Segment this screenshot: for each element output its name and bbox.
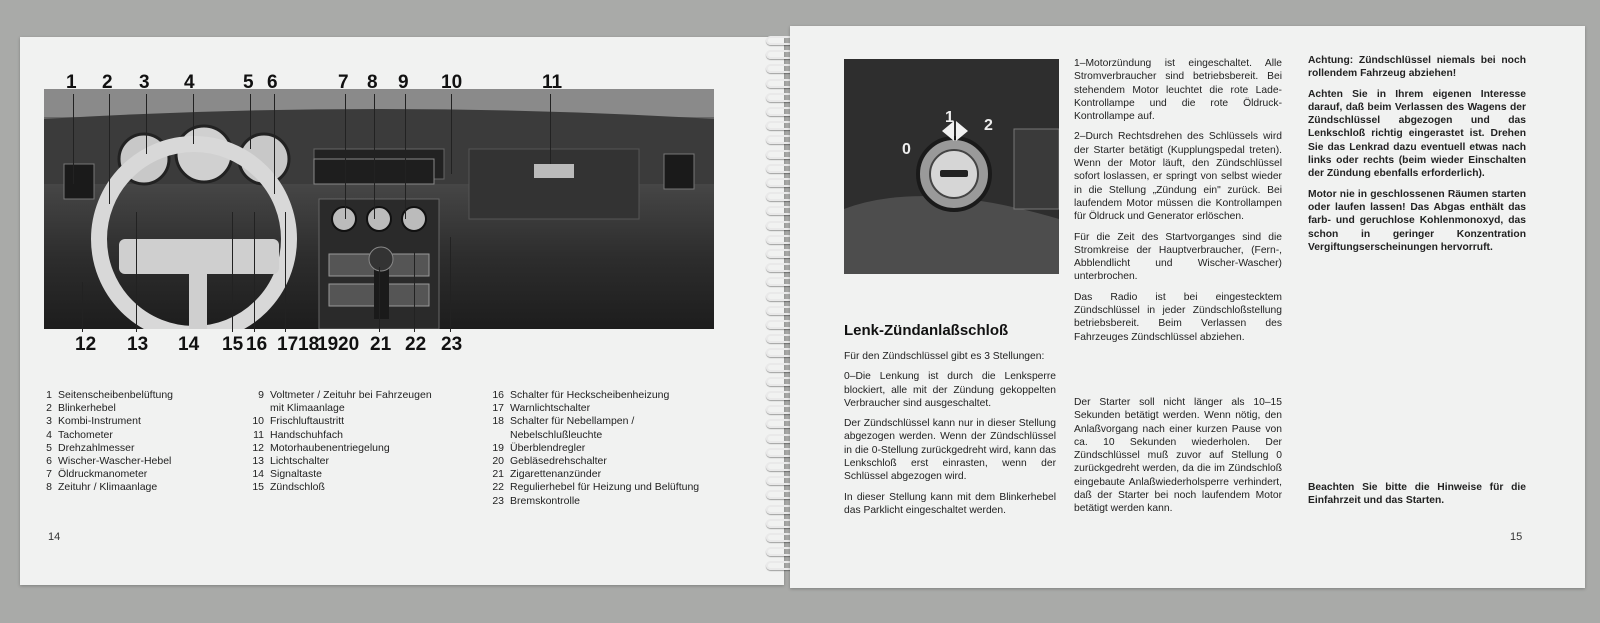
leader-line [285, 212, 286, 332]
leader-line [451, 94, 452, 174]
legend-label: Schalter für Nebellampen / [510, 415, 635, 428]
legend-label: Signaltaste [270, 468, 322, 481]
legend-number: 11 [253, 428, 264, 441]
legend-item [40, 468, 250, 481]
callout-16: 16 [246, 334, 268, 355]
leader-line [345, 94, 346, 219]
legend-number: 23 [492, 494, 504, 507]
ignition-position-1: 1 [945, 109, 954, 126]
callout-10: 10 [441, 72, 463, 93]
legend-label: Regulierhebel für Heizung und Belüftung [510, 481, 700, 494]
paragraph: 1–Motorzündung ist eingeschaltet. Alle Stromverbraucher sind betriebsbereit. Bei stehendem Motor leuchtet die rote Lade-Kontrollampe und die rote Öldruck-Kontrollampe auf. [1074, 58, 1282, 123]
paragraph: Motor nie in geschlossenen Räumen starten oder laufen lassen! Das Abgas enthält das farb- und geruchlose Kohlenmonoxyd, das schon in geringer Konzentration Vergiftungserscheinungen hervorruft. [1308, 188, 1526, 253]
legend-item [252, 442, 492, 455]
callout-9: 9 [398, 72, 409, 93]
section-heading: Lenk-Zündanlaßschloß [844, 322, 1009, 339]
legend-label: Seitenscheibenbelüftung [58, 389, 174, 401]
legend-number [252, 402, 270, 415]
legend-number: 14 [252, 468, 264, 481]
legend-number: 8 [46, 481, 52, 494]
legend-number [492, 429, 510, 442]
leader-line [146, 94, 147, 154]
legend-number: 4 [46, 428, 52, 441]
legend-label: Kombi-Instrument [58, 415, 141, 428]
legend-item [252, 481, 492, 494]
legend-label: Wischer-Wascher-Hebel [58, 455, 172, 468]
ignition-position-2: 2 [984, 117, 993, 134]
leader-line [405, 94, 406, 219]
leader-line [109, 94, 110, 204]
leader-line [450, 237, 451, 332]
legend-label: Tachometer [58, 428, 113, 441]
legend-item [492, 468, 752, 481]
callout-7: 7 [338, 72, 349, 93]
paragraph: Für die Zeit des Startvorganges sind die Stromkreise der Hauptverbraucher, (Fern-, Abblendlicht und Wischer-Wascher) unterbrochen. [1074, 231, 1282, 283]
column-2-text [1074, 57, 1282, 351]
legend-number: 17 [492, 402, 504, 415]
column-1-text [844, 350, 1056, 524]
paragraph: In dieser Stellung kann mit dem Blinkerhebel das Parklicht eingeschaltet werden. [844, 491, 1056, 516]
legend-label: Zeituhr / Klimaanlage [58, 481, 158, 494]
legend-label: Drehzahlmesser [58, 441, 135, 454]
legend-number: 21 [492, 468, 504, 481]
legend-number: 1 [46, 389, 52, 401]
leader-line [414, 252, 415, 332]
legend-label: Lichtschalter [270, 455, 329, 468]
legend-number: 6 [46, 455, 52, 468]
leader-line [254, 212, 255, 332]
callout-3: 3 [139, 72, 150, 93]
legend-number: 10 [252, 415, 264, 428]
callout-22: 22 [405, 334, 427, 355]
legend-label: Gebläsedrehschalter [510, 455, 607, 468]
legend-item [40, 455, 250, 468]
legend-label: Blinkerhebel [58, 402, 116, 415]
legend-item [492, 415, 752, 428]
callout-17: 17 [277, 334, 299, 355]
legend-label: Zündschloß [270, 481, 325, 494]
legend-number: 7 [46, 468, 52, 481]
legend-number: 20 [492, 455, 504, 468]
legend-label: Nebelschlußleuchte [510, 428, 603, 441]
leader-line [379, 267, 380, 332]
legend-item [252, 415, 492, 428]
legend-item [40, 481, 250, 494]
legend-item [492, 442, 752, 455]
legend-number: 13 [252, 455, 264, 468]
legend-label: Voltmeter / Zeituhr bei Fahrzeugen [270, 389, 432, 401]
legend-label: Schalter für Heckscheibenheizung [510, 389, 670, 401]
leader-line [193, 94, 194, 144]
paragraph: 2–Durch Rechtsdrehen des Schlüssels wird der Starter betätigt (Kupplungspedal treten). Wenn der Motor läuft, den Zündschlüssel sofort loslassen, er springt von selbst wieder in die Stellung „Zündung ein" zurück. Bei laufendem Motor müssen die Kontrollampen für Öldruck und Generator erlöschen. [1074, 131, 1282, 223]
legend-column-2 [252, 389, 492, 495]
callout-14: 14 [178, 334, 200, 355]
paragraph: 0–Die Lenkung ist durch die Lenksperre blockiert, alle mit der Zündung gekoppelten Verbraucher sind ausgeschaltet. [844, 371, 1056, 409]
legend-item [40, 429, 250, 442]
leader-line [274, 94, 275, 194]
legend-number: 18 [492, 415, 504, 428]
legend-item [40, 415, 250, 428]
callout-4: 4 [184, 72, 195, 93]
callout-19: 19 [317, 334, 339, 355]
callout-6: 6 [267, 72, 278, 93]
legend-label: Überblendregler [510, 441, 586, 454]
callout-21: 21 [370, 334, 392, 355]
paragraph: Achten Sie in Ihrem eigenen Interesse darauf, daß beim Verlassen des Wagens der Zündschlüssel abgezogen und das Lenkschloß richtig eingerastet ist. Drehen Sie das Lenkrad dazu eventuell etwas nach links oder rechts (beim wieder Einschalten der Zündung ebenfalls erforderlich). [1308, 88, 1526, 180]
paragraph: Beachten Sie bitte die Hinweise für die Einfahrzeit und das Starten. [1308, 482, 1526, 507]
legend-item [492, 495, 752, 508]
legend-number: 3 [46, 415, 52, 428]
column-2-lower-text [1074, 396, 1282, 523]
callout-1: 1 [66, 72, 77, 93]
left-page [20, 37, 784, 585]
callout-11: 11 [542, 72, 563, 93]
legend-item [492, 402, 752, 415]
page-number-left: 14 [48, 531, 61, 543]
ignition-position-0: 0 [902, 141, 911, 158]
callout-8: 8 [367, 72, 378, 93]
callout-12: 12 [75, 334, 97, 355]
legend-item [492, 455, 752, 468]
callout-5: 5 [243, 72, 254, 93]
intro-text: Für den Zündschlüssel gibt es 3 Stellungen: [844, 351, 1045, 362]
legend-label: mit Klimaanlage [270, 402, 345, 415]
legend-item [252, 468, 492, 481]
page-number-right: 15 [1510, 531, 1523, 543]
legend-number: 12 [252, 441, 264, 454]
leader-line [550, 94, 551, 164]
legend-number: 9 [258, 389, 264, 401]
legend-label: Öldruckmanometer [58, 468, 148, 481]
legend-item [40, 389, 250, 402]
legend-number: 16 [492, 389, 504, 401]
legend-number: 19 [492, 441, 504, 454]
callout-15: 15 [222, 334, 244, 355]
callout-18: 18 [298, 334, 320, 355]
ignition-photo [844, 59, 1059, 274]
legend-label: Frischluftaustritt [270, 415, 345, 428]
legend-item [40, 402, 250, 415]
legend-number: 2 [46, 402, 52, 415]
legend-item [252, 455, 492, 468]
legend-number: 22 [492, 481, 504, 494]
column-3-text [1308, 54, 1526, 261]
legend-label: Zigarettenanzünder [510, 468, 602, 481]
legend-item [492, 389, 752, 402]
legend-label: Bremskontrolle [510, 494, 581, 507]
callout-23: 23 [441, 334, 463, 355]
legend-column-3 [492, 389, 752, 508]
legend-column-1 [40, 389, 250, 495]
legend-number: 5 [46, 441, 52, 454]
right-page [790, 26, 1585, 588]
legend-item [492, 429, 752, 442]
legend-number: 15 [252, 481, 264, 494]
legend-item [492, 481, 752, 494]
callout-13: 13 [127, 334, 149, 355]
legend-label: Warnlichtschalter [510, 402, 591, 415]
legend-label: Handschuhfach [270, 428, 343, 441]
leader-line [73, 94, 74, 184]
leader-line [82, 282, 83, 332]
column-3-lower-text [1308, 481, 1526, 515]
leader-line [374, 94, 375, 219]
legend-label: Motorhaubenentriegelung [270, 441, 390, 454]
leader-line [136, 212, 137, 332]
paragraph: Der Starter soll nicht länger als 10–15 Sekunden betätigt werden. Wenn nötig, den Anlaßvorgang nach einer kurzen Pause von ca. 10 Sekunden wiederholen. Der Zündschlüssel muß zuvor auf Stellung 0 zurückgedreht werden, da die im Zündschloß eingebaute Anlaßwiederholsperre verhindert, daß der Starter bei noch laufendem Motor betätigt werden kann. [1074, 397, 1282, 515]
warning-text: Achtung: Zündschlüssel niemals bei noch rollendem Fahrzeug abziehen! [1308, 55, 1526, 80]
legend-item [252, 429, 492, 442]
leader-line [250, 94, 251, 149]
paragraph: Der Zündschlüssel kann nur in dieser Stellung abgezogen werden. Wenn der Zündschlüssel in die 0-Stellung zurückgedreht wird, kann das Lenkschloß erst einrasten, wenn der Schlüssel abgezogen wird. [844, 418, 1056, 483]
callout-20: 20 [338, 334, 360, 355]
legend-item [252, 402, 492, 415]
paragraph: Das Radio ist bei eingestecktem Zündschlüssel in jeder Zündschloßstellung betriebsbereit. Beim Verlassen des Fahrzeuges Zündschlüssel abziehen. [1074, 291, 1282, 343]
leader-line [232, 212, 233, 332]
callout-2: 2 [102, 72, 113, 93]
legend-item [40, 442, 250, 455]
legend-item [252, 389, 492, 402]
